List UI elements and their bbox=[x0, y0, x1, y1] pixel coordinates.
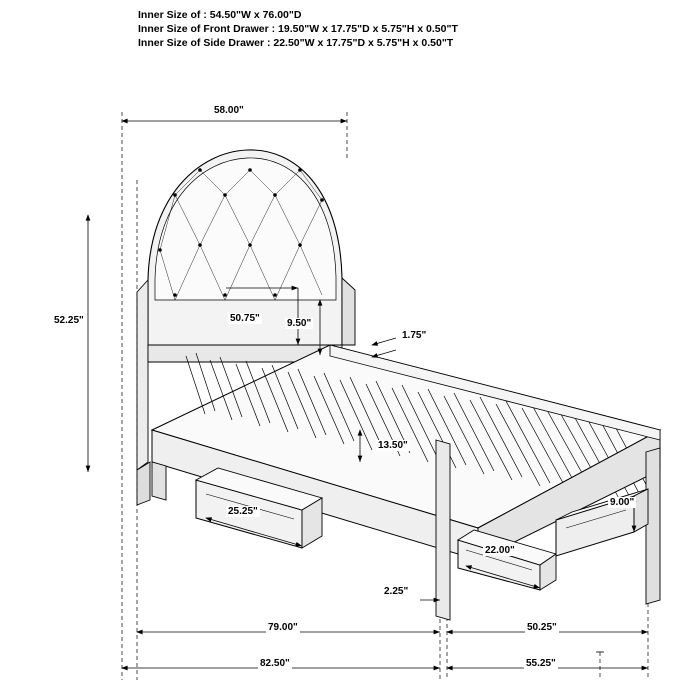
spec-line-2: Inner Size of Front Drawer : 19.50"W x 17.75"D x 5.75"H x 0.50"T bbox=[138, 23, 458, 35]
dim-overall-length: 82.50" bbox=[260, 658, 290, 669]
dim-overall-depth: 55.25" bbox=[526, 658, 556, 669]
dim-drawer-side-width: 22.00" bbox=[485, 545, 515, 556]
dim-clearance: 13.50" bbox=[378, 440, 408, 451]
dim-floor-clearance: 2.25" bbox=[384, 586, 409, 597]
dim-headboard-width: 58.00" bbox=[214, 105, 244, 116]
dim-bed-length: 79.00" bbox=[268, 622, 298, 633]
dim-drawer-height: 9.00" bbox=[610, 497, 635, 508]
spec-line-1: Inner Size of : 54.50"W x 76.00"D bbox=[138, 9, 302, 21]
dim-overall-height: 52.25" bbox=[54, 315, 84, 326]
dim-rail-to-slat: 9.50" bbox=[287, 318, 312, 329]
dim-slat-thickness: 1.75" bbox=[402, 330, 427, 341]
dim-drawer-front-width: 25.25" bbox=[228, 506, 258, 517]
dim-side-length: 50.25" bbox=[527, 622, 557, 633]
spec-line-3: Inner Size of Side Drawer : 22.50"W x 17.75"D x 5.75"H x 0.50"T bbox=[138, 37, 454, 49]
dim-headboard-height: 50.75" bbox=[230, 313, 260, 324]
